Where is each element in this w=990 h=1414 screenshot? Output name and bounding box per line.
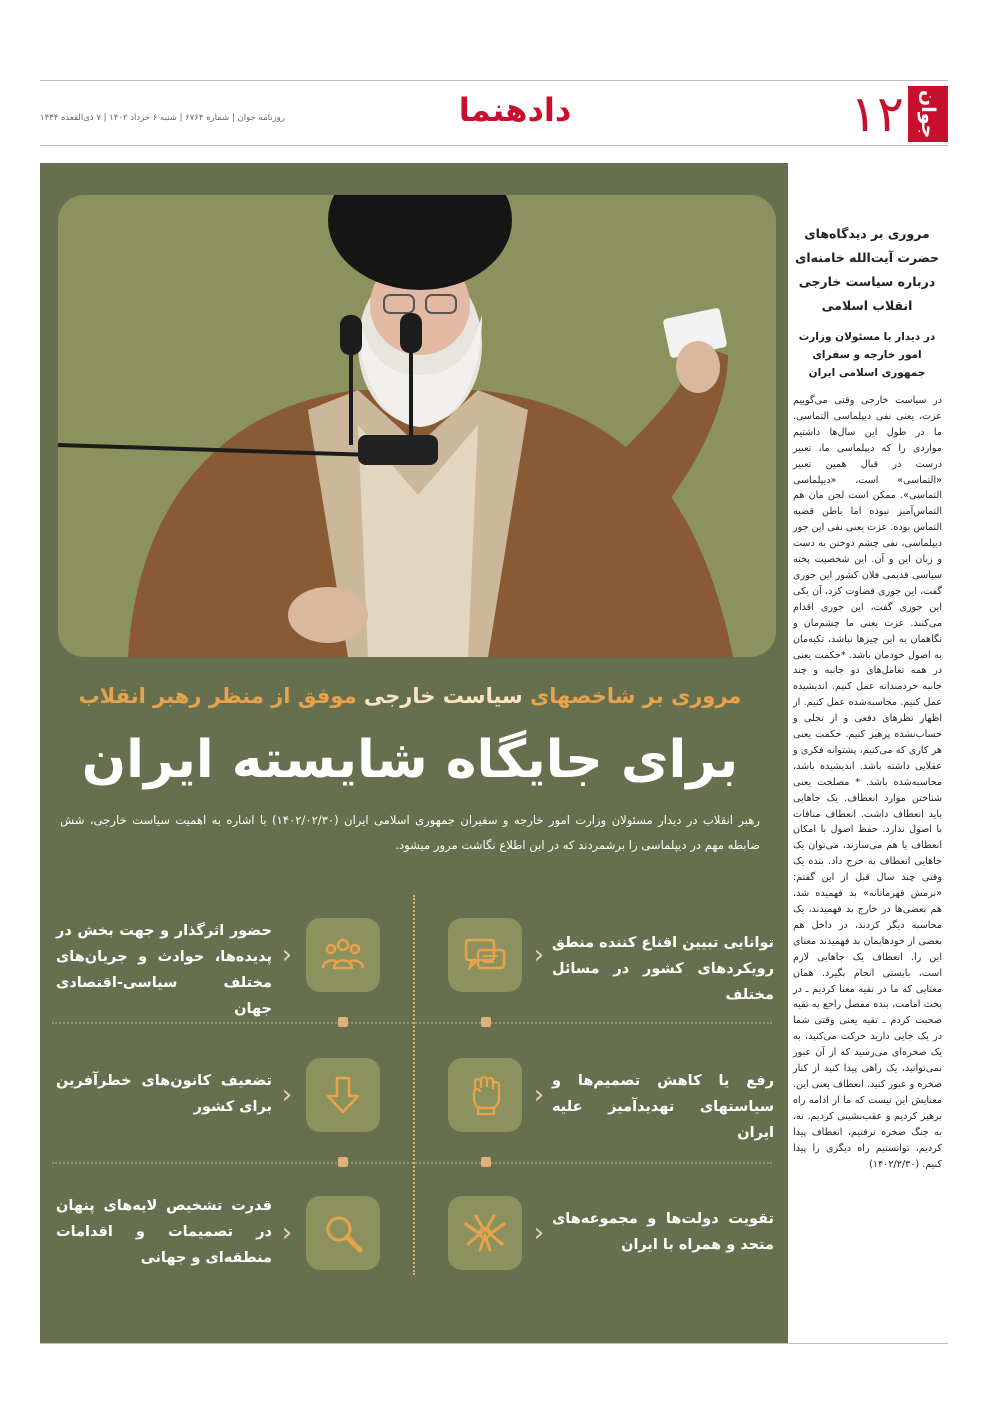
group-people-icon	[306, 918, 380, 992]
main-headline: برای جایگاه شایسته ایران	[81, 730, 739, 790]
criterion-3: رفع یا کاهش تصمیم‌ها و سیاستهای تهدیدآمیز علیه ایران	[552, 1073, 774, 1141]
chevron-left-icon: ‹	[281, 1080, 293, 1110]
divider-dot	[338, 1157, 348, 1167]
grid-divider-horizontal	[52, 1022, 772, 1024]
criterion-6: قدرت تشخیص لایه‌های پنهان در تصمیمات و اقدامات منطقه‌ای و جهانی	[56, 1198, 272, 1266]
kicker-title	[60, 678, 760, 714]
kicker-part3: موفق از منظر رهبر انقلاب	[78, 684, 357, 708]
joined-hands-icon	[448, 1196, 522, 1270]
arrow-down-icon	[306, 1058, 380, 1132]
page-number: ۱۲	[850, 85, 904, 143]
lead-paragraph: رهبر انقلاب در دیدار مسئولان وزارت امور خارجه و سفیران جمهوری اسلامی ایران (۱۴۰۲/۰۲/۳۰) با اشاره به اهمیت سیاست خارجی، شش ضابطه مهم در دیپلماسی را برشمردند که در این اطلاع نگاشت مرور میشود.	[60, 813, 760, 852]
divider-dot	[338, 1017, 348, 1027]
divider-dot	[481, 1157, 491, 1167]
raised-fist-icon	[448, 1058, 522, 1132]
divider-dot	[481, 1017, 491, 1027]
criterion-2: حضور اثرگذار و جهت بخش در پدیده‌ها، حوادث و جریان‌های مختلف سیاسی-اقتصادی جهان	[56, 923, 272, 1017]
header-rule-bottom	[40, 145, 948, 146]
speech-bubbles-icon	[448, 918, 522, 992]
side-title: مروری بر دیدگاه‌های حضرت آیت‌الله خامنه‌ای درباره سیاست خارجی انقلاب اسلامی	[794, 226, 940, 313]
hero-photo	[58, 195, 776, 657]
chevron-left-icon: ‹	[533, 1080, 545, 1110]
magnifier-icon	[306, 1196, 380, 1270]
section-title: دادهنما	[458, 91, 572, 129]
side-body-text: در سیاست خارجی وقتی می‌گوییم عزت، یعنی نفی دیپلماسی التماسی. ما در طول این سال‌ها داشتیم مواردی را که دیپلماسی ما، تعبیر درست در قبال همین تعبیر «التماسی» است، «دیپلماسی التماسی». ممکن است لحن مان هم التماس‌آمیز نبوده اما باطن قضیه التماس بوده. عزت یعنی نفی این جور دیپلماسی، نفی چشم دوختن به دست و زبان این و آن. این شخصیت پخته سیاسی قدیمی فلان کشور این جوری گفت، این جوری قضاوت کرد، آن یکی این جوری گفت، این جوری اقدام می‌کنند. عزت یعنی ما چشم‌مان و نگاهمان به این چیزها نباشد، تکیه‌مان به اصول خودمان باشد. *حکمت یعنی در همه تعامل‌های دو جانبه و چند جانبه خردمندانه عمل کنیم. اندیشیده عمل کنیم. محاسبه‌شده عمل کنیم. از اظهار نظرهای دفعی و از تجلی و حساب‌نشده پرهیز کنیم. حکمت یعنی هر کاری که می‌کنیم، پشتوانه فکری و عقلایی داشته باشد. اندیشیده باشد، محاسبه‌شده باشد. * مصلحت یعنی شناختن موارد انعطاف. یک جاهایی باید انعطاف داشت. انعطاف منافات با اصول ندارد. حفظ اصول با امکان انعطاف یا هم می‌سازند، می‌توان یک جاهایی انعطاف به خرج داد. بنده یک وقتی چند سال قبل از این گفتم: «نرمش قهرمانانه» بد فهمیده شد، هم بعضی‌ها در خارج بد فهمیدند، یک محاسبه دیگر کردند، در داخل هم بعضی از خودهایمان بد فهمیدند معنای این را. انعطاف یک جاهایی لازم است، بایستی انجام بگیرد. همان معنایی که ما در تقیه معنا کردیم ـ در بحث امامت، بنده مفصل راجع به تقیه صحبت کردم ـ تقیه یعنی وقتی شما در یک جایی دارید حرکت می‌کنید، به یک صخره‌ای می‌رسید که از آن عبور نمی‌توانید، یک راهی پیدا کنید از کنار صخره و عبور کنید. انعطاف یعنی این. معنایش این نیست که ما از ادامه راه برهیز کردیم و عقب‌نشینی کردیم. نه، به جنگ صخره نرفتیم، انعطاف پیدا کردیم، توانستیم راه دیگری را پیدا کنیم. (۱۴۰۲/۲/۳۰)	[793, 395, 942, 1170]
criterion-5: تقویت دولت‌ها و مجموعه‌های متحد و همراه با ایران	[552, 1211, 774, 1253]
portrait-illustration	[58, 195, 776, 657]
chevron-left-icon: ‹	[281, 1218, 293, 1248]
kicker-part1: مروری بر شاخصهای	[530, 684, 742, 708]
kicker-highlight: سیاست خارجی	[356, 684, 531, 708]
newspaper-logo: جوان	[908, 86, 948, 142]
grid-divider-horizontal	[52, 1162, 772, 1164]
criterion-4: تضعیف کانون‌های خطرآفرین برای کشور	[56, 1073, 272, 1115]
grid-divider-vertical	[413, 895, 415, 1275]
criterion-1: توانایی تبیین اقناع کننده منطق رویکردهای کشور در مسائل مختلف	[552, 935, 774, 1003]
header-rule-top	[40, 80, 948, 81]
issue-info: روزنامه جوان | شماره ۶۷۶۴ | شنبه ۶ خرداد ۱۴۰۲ | ۷ ذی‌القعده ۱۴۴۴	[40, 113, 285, 123]
page-bottom-rule	[40, 1343, 948, 1344]
side-subtitle: در دیدار با مسئولان وزارت امور خارجه و سفرای جمهوری اسلامی ایران	[798, 331, 936, 379]
chevron-left-icon: ‹	[533, 1218, 545, 1248]
chevron-left-icon: ‹	[281, 940, 293, 970]
chevron-left-icon: ‹	[533, 940, 545, 970]
